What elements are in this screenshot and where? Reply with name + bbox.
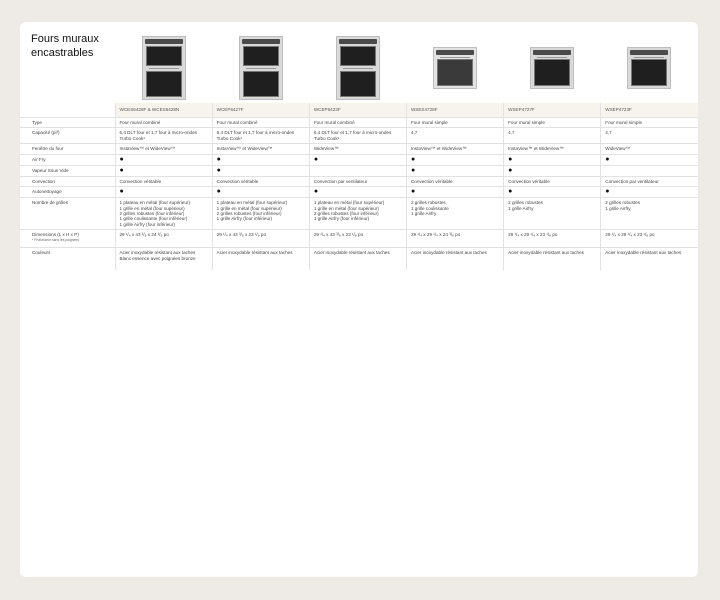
spec-value: [504, 165, 601, 176]
spec-text: 6,4 DLT four et 1,7 four à micro-ondes Turbo Cook¹: [313, 130, 392, 141]
oven-image-col: [504, 28, 601, 108]
spec-value: [504, 118, 601, 128]
spec-label: Type: [20, 118, 115, 128]
feature-dot-icon: ●: [508, 155, 513, 163]
oven-image[interactable]: [530, 47, 574, 89]
spec-value: [309, 230, 406, 248]
spec-label: Dimensions (L x H x P) * Profondeur sans les poignées: [20, 230, 115, 248]
feature-dot-icon: ●: [119, 188, 124, 196]
oven-handle: [343, 68, 373, 69]
model-name-cell[interactable]: WSEP4723F: [601, 103, 698, 118]
spec-value: 1 plateau en métal (four supérieur) 1 grille en métal (four supérieur) 2 grilles robustes (four inférieur) 1 grille Airfry (four inférieur): [212, 198, 309, 230]
microwave-door: [340, 46, 376, 66]
spec-text: Four mural simple: [508, 120, 545, 125]
spec-text: Four mural simple: [605, 120, 643, 125]
spec-value: [504, 144, 601, 154]
spec-text: 29 ¹/₄ x 29 ¹/₄ x 24 ³/₈ po: [410, 232, 461, 238]
model-name-cell[interactable]: WCEP6427F: [212, 103, 309, 118]
spec-value: [115, 118, 212, 128]
feature-dot-icon: ●: [410, 188, 416, 196]
spec-text: 6,4 DLT four et 1,7 four à micro-ondes Turbo Cook¹: [119, 130, 197, 141]
spec-row-window: [20, 144, 698, 154]
oven-image-col: [309, 28, 406, 108]
spec-text: Four mural combiné: [216, 120, 258, 125]
oven-control-panel: [630, 50, 668, 55]
oven-door: [631, 59, 667, 86]
spec-value: [406, 187, 503, 198]
spec-value: [504, 230, 601, 248]
spec-text: 29 ¹/₄ x 29 ¹/₄ x 23 ¹/₈ po: [605, 232, 655, 238]
spec-value: [406, 154, 503, 165]
spec-value: [309, 176, 406, 186]
spec-value: 2 grilles robustes 1 grille Airfry: [504, 198, 601, 230]
spec-label: Vapeur Sous Vide: [20, 165, 115, 176]
comparison-card: [20, 22, 698, 577]
spec-value: [601, 187, 698, 198]
spec-value: [212, 187, 309, 198]
oven-image[interactable]: [336, 36, 380, 100]
page-title: Fours muraux encastrables: [31, 33, 99, 59]
oven-control-panel: [436, 50, 474, 55]
spec-row-type: [20, 118, 698, 128]
feature-dot-icon: ●: [508, 166, 513, 174]
spec-value: [115, 144, 212, 154]
spec-label: Convection: [20, 176, 115, 186]
spec-text: Convection par ventilateur: [605, 178, 659, 184]
spec-text: InstaView™ et WideView™: [216, 146, 273, 152]
feature-dot-icon: ●: [410, 155, 416, 163]
oven-image[interactable]: [433, 47, 477, 89]
spec-label: Capacité (pi³): [20, 128, 115, 144]
feature-dot-icon: ●: [216, 188, 221, 196]
spec-text: Convection véritable: [508, 178, 550, 184]
spec-row-couleurs: [20, 248, 698, 270]
spec-value: [309, 187, 406, 198]
microwave-door: [243, 46, 279, 66]
spec-value: [115, 165, 212, 176]
spec-value: Acier inoxydable résistant aux taches: [212, 248, 309, 270]
spec-value: [601, 118, 698, 128]
spec-value: [212, 154, 309, 165]
spec-text: 4,7: [410, 130, 418, 136]
oven-control-panel: [145, 39, 183, 44]
oven-door: [146, 71, 182, 97]
spec-row-airfry: [20, 154, 698, 165]
spec-value: [115, 128, 212, 144]
spec-value: Acier inoxydable résistant aux taches: [406, 248, 503, 270]
spec-label: Air Fry: [20, 154, 115, 165]
spec-value: [601, 128, 698, 144]
spec-text: 6,4 DLT four et 1,7 four à micro-ondes Turbo Cook¹: [216, 130, 295, 141]
model-name-cell[interactable]: WSEP4727F: [504, 103, 601, 118]
spec-value: 2 grilles robustes 1 grille coulissante 1 grille Airfry: [406, 198, 503, 230]
spec-value: [504, 128, 601, 144]
spec-row-autoclean: [20, 187, 698, 198]
oven-image-col: [115, 28, 212, 108]
feature-dot-icon: ●: [313, 188, 319, 196]
oven-handle: [149, 68, 179, 69]
spec-value: [212, 144, 309, 154]
spec-text: Four mural simple: [410, 120, 448, 125]
spec-value: 1 plateau en métal (four supérieur) 1 grille en métal (four supérieur) 2 grilles robustes (four inférieur) 1 grille Airfry (four inférieur): [309, 198, 406, 230]
spec-text: Convection véritable: [410, 178, 453, 184]
model-name-cell[interactable]: WCEP6423F: [309, 103, 406, 118]
oven-door: [437, 59, 473, 86]
spec-value: [115, 230, 212, 248]
spec-value: [212, 118, 309, 128]
spec-row-convection: [20, 176, 698, 186]
spec-value: [115, 187, 212, 198]
oven-image-col: [406, 28, 503, 108]
spec-value: [406, 128, 503, 144]
feature-dot-icon: ●: [119, 155, 124, 163]
spec-text: InstaView™ et WideView™: [410, 146, 467, 152]
spec-value: 2 grilles robustes 1 grille Airfry: [601, 198, 698, 230]
spec-row-capacity: [20, 128, 698, 144]
spec-value: Acier inoxydable résistant aux taches: [504, 248, 601, 270]
oven-control-panel: [242, 39, 280, 44]
spec-label: Fenêtre du four: [20, 144, 115, 154]
model-name-cell[interactable]: WCES6428F & WCES6428N: [115, 103, 212, 118]
spec-footnote: * Profondeur sans les poignées: [32, 237, 80, 242]
oven-handle: [440, 57, 470, 58]
spec-text: Four mural combiné: [313, 120, 355, 125]
oven-door: [340, 71, 376, 97]
spec-value: [504, 187, 601, 198]
feature-dot-icon: ●: [605, 188, 610, 196]
feature-dot-icon: ●: [119, 166, 124, 174]
spec-text: InstaView™ et WideView™: [508, 146, 564, 152]
spec-value: [504, 154, 601, 165]
oven-image[interactable]: [239, 36, 283, 100]
oven-image[interactable]: [627, 47, 671, 89]
spec-value: Acier inoxydable résistant aux taches: [309, 248, 406, 270]
spec-value: [212, 230, 309, 248]
oven-image-col: [601, 28, 698, 108]
spec-text: 29 ¹/₄ x 29 ¹/₄ x 23 ¹/₈ po: [508, 232, 558, 238]
spec-value: [406, 165, 503, 176]
microwave-door: [146, 46, 182, 66]
spec-value: [115, 154, 212, 165]
spec-value: Acier inoxydable résistant aux taches Blanc essence avec poignées bronze: [115, 248, 212, 270]
feature-dot-icon: ●: [313, 155, 319, 163]
feature-dot-icon: ●: [605, 155, 610, 163]
oven-handle: [246, 68, 276, 69]
spec-value: [406, 230, 503, 248]
spec-value: [115, 176, 212, 186]
spec-value: [601, 144, 698, 154]
spec-text: WideView™: [605, 146, 631, 152]
spec-text: 29 ¹/₄ x 43 ³/₈ x 23 ¹/₈ po: [313, 232, 364, 238]
spec-value: [212, 165, 309, 176]
spec-value: [212, 176, 309, 186]
spec-row-grilles: [20, 198, 698, 230]
spec-value: 1 plateau en métal (four supérieur) 1 grille en métal (four supérieur) 2 grilles robustes (four inférieur) 1 grille coulissante (four inférieur) 1 grille Airfry (four inférieur): [115, 198, 212, 230]
model-header-row: [20, 103, 698, 118]
spec-value: [601, 165, 698, 176]
spec-value: [309, 128, 406, 144]
spec-row-dimensions: [20, 230, 698, 248]
spec-text: Four mural combiné: [119, 120, 161, 125]
spec-text: 4,7: [605, 130, 612, 136]
spec-text: 4,7: [508, 130, 515, 136]
spec-label: Autonettoyage: [20, 187, 115, 198]
spec-value: [601, 230, 698, 248]
spec-comparison-table: [20, 103, 698, 270]
spec-value: [406, 176, 503, 186]
oven-image-row: [115, 28, 698, 108]
spec-value: [309, 144, 406, 154]
oven-control-panel: [339, 39, 377, 44]
oven-control-panel: [533, 50, 571, 55]
spec-value: [309, 154, 406, 165]
oven-handle: [537, 57, 567, 58]
spec-value: [309, 118, 406, 128]
oven-handle: [634, 57, 664, 58]
oven-image[interactable]: [142, 36, 186, 100]
spec-value: [406, 144, 503, 154]
spec-text: Convection véritable: [216, 178, 259, 184]
spec-text: Convection par ventilateur: [313, 178, 368, 184]
spec-text: 29 ¹/₄ x 43 ³/₈ x 23 ¹/₈ po: [216, 232, 267, 238]
feature-dot-icon: ●: [216, 155, 221, 163]
header-blank-cell: [20, 103, 115, 118]
oven-door: [534, 59, 570, 86]
feature-dot-icon: ●: [216, 166, 221, 174]
spec-label: Couleurs: [20, 248, 115, 270]
spec-value: Acier inoxydable résistant aux taches: [601, 248, 698, 270]
spec-value: [601, 176, 698, 186]
spec-text: Convection véritable: [119, 178, 162, 184]
spec-value: [212, 128, 309, 144]
spec-value: [406, 118, 503, 128]
feature-dot-icon: ●: [410, 166, 416, 174]
spec-text: InstaView™ et WideView™: [119, 146, 176, 152]
spec-text: WideView™: [313, 146, 339, 152]
spec-value: [504, 176, 601, 186]
spec-text: 29 ¹/₄ x 43 ³/₈ x 24 ³/₈ po: [119, 232, 169, 238]
spec-row-vapeur: [20, 165, 698, 176]
oven-image-col: [212, 28, 309, 108]
spec-value: [601, 154, 698, 165]
feature-dot-icon: ●: [508, 188, 513, 196]
spec-value: [309, 165, 406, 176]
oven-door: [243, 71, 279, 97]
model-name-cell[interactable]: WSES4728F: [406, 103, 503, 118]
spec-label: Nombre de grilles: [20, 198, 115, 230]
